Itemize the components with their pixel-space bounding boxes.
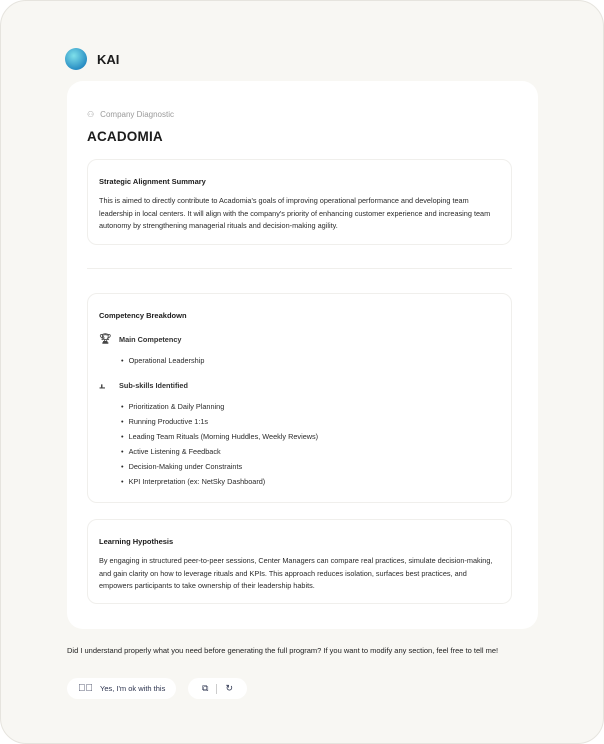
summary-heading: Strategic Alignment Summary: [99, 177, 206, 186]
summary-section: [87, 159, 512, 245]
kai-logo: [65, 48, 87, 70]
copy-icon[interactable]: ⧉: [202, 683, 209, 693]
competency-section: [87, 293, 512, 503]
eyebrow-label: Company Diagnostic: [100, 110, 174, 119]
message-actions: [188, 678, 247, 699]
competency-heading: Competency Breakdown: [99, 311, 187, 320]
list-item: • Decision-Making under Constraints: [121, 459, 500, 474]
main-competency-label: [99, 334, 500, 345]
main-competency-list: [121, 353, 500, 368]
list-item: • Prioritization & Daily Planning: [121, 399, 500, 414]
diagnostic-card: [67, 81, 538, 629]
trophy-icon: 🏆︎: [99, 334, 112, 345]
list-item: • Running Productive 1:1s: [121, 414, 500, 429]
divider: [87, 268, 512, 269]
check-circle-icon: ✓⃝: [78, 683, 93, 694]
list-item: • Active Listening & Feedback: [121, 444, 500, 459]
subskills-list: [121, 399, 500, 489]
binoculars-icon: ⚇: [87, 110, 95, 119]
list-item: • KPI Interpretation (ex: NetSky Dashboard): [121, 474, 500, 489]
list-item: • Operational Leadership: [121, 353, 500, 368]
confirm-label: Yes, I'm ok with this: [100, 684, 166, 693]
hypothesis-section: [87, 519, 512, 604]
assistant-header: [65, 48, 119, 70]
regenerate-icon[interactable]: ↻: [225, 683, 233, 693]
subskills-label: [99, 380, 500, 391]
card-eyebrow: [87, 110, 174, 119]
confirm-button[interactable]: [67, 678, 176, 699]
main-competency-text: Main Competency: [119, 335, 182, 344]
summary-body: This is aimed to directly contribute to Acadomia's goals of improving operational performance and developing team leadership in local centers. It will align with the company's priority of enhancing customer experience and increasing team autonomy by strengthening managerial rituals and decision-making agility.: [99, 196, 491, 230]
hypothesis-body: By engaging in structured peer-to-peer sessions, Center Managers can compare real practices, simulate decision-making, and gain clarity on how to leverage rituals and KPIs. This approach reduces isolation, surfaces best practices, and empowers participants to take ownership of their leadership habits.: [99, 556, 493, 590]
assistant-question: Did I understand properly what you need before generating the full program? If you want to modify any section, feel free to tell me!: [67, 646, 499, 655]
subskills-text: Sub-skills Identified: [119, 381, 188, 390]
hypothesis-heading: Learning Hypothesis: [99, 537, 174, 546]
hierarchy-icon: ⫠: [99, 380, 106, 391]
company-title: ACADOMIA: [87, 129, 163, 144]
separator: [216, 684, 217, 694]
assistant-name: KAI: [97, 51, 120, 67]
list-item: • Leading Team Rituals (Morning Huddles, Weekly Reviews): [121, 429, 500, 444]
